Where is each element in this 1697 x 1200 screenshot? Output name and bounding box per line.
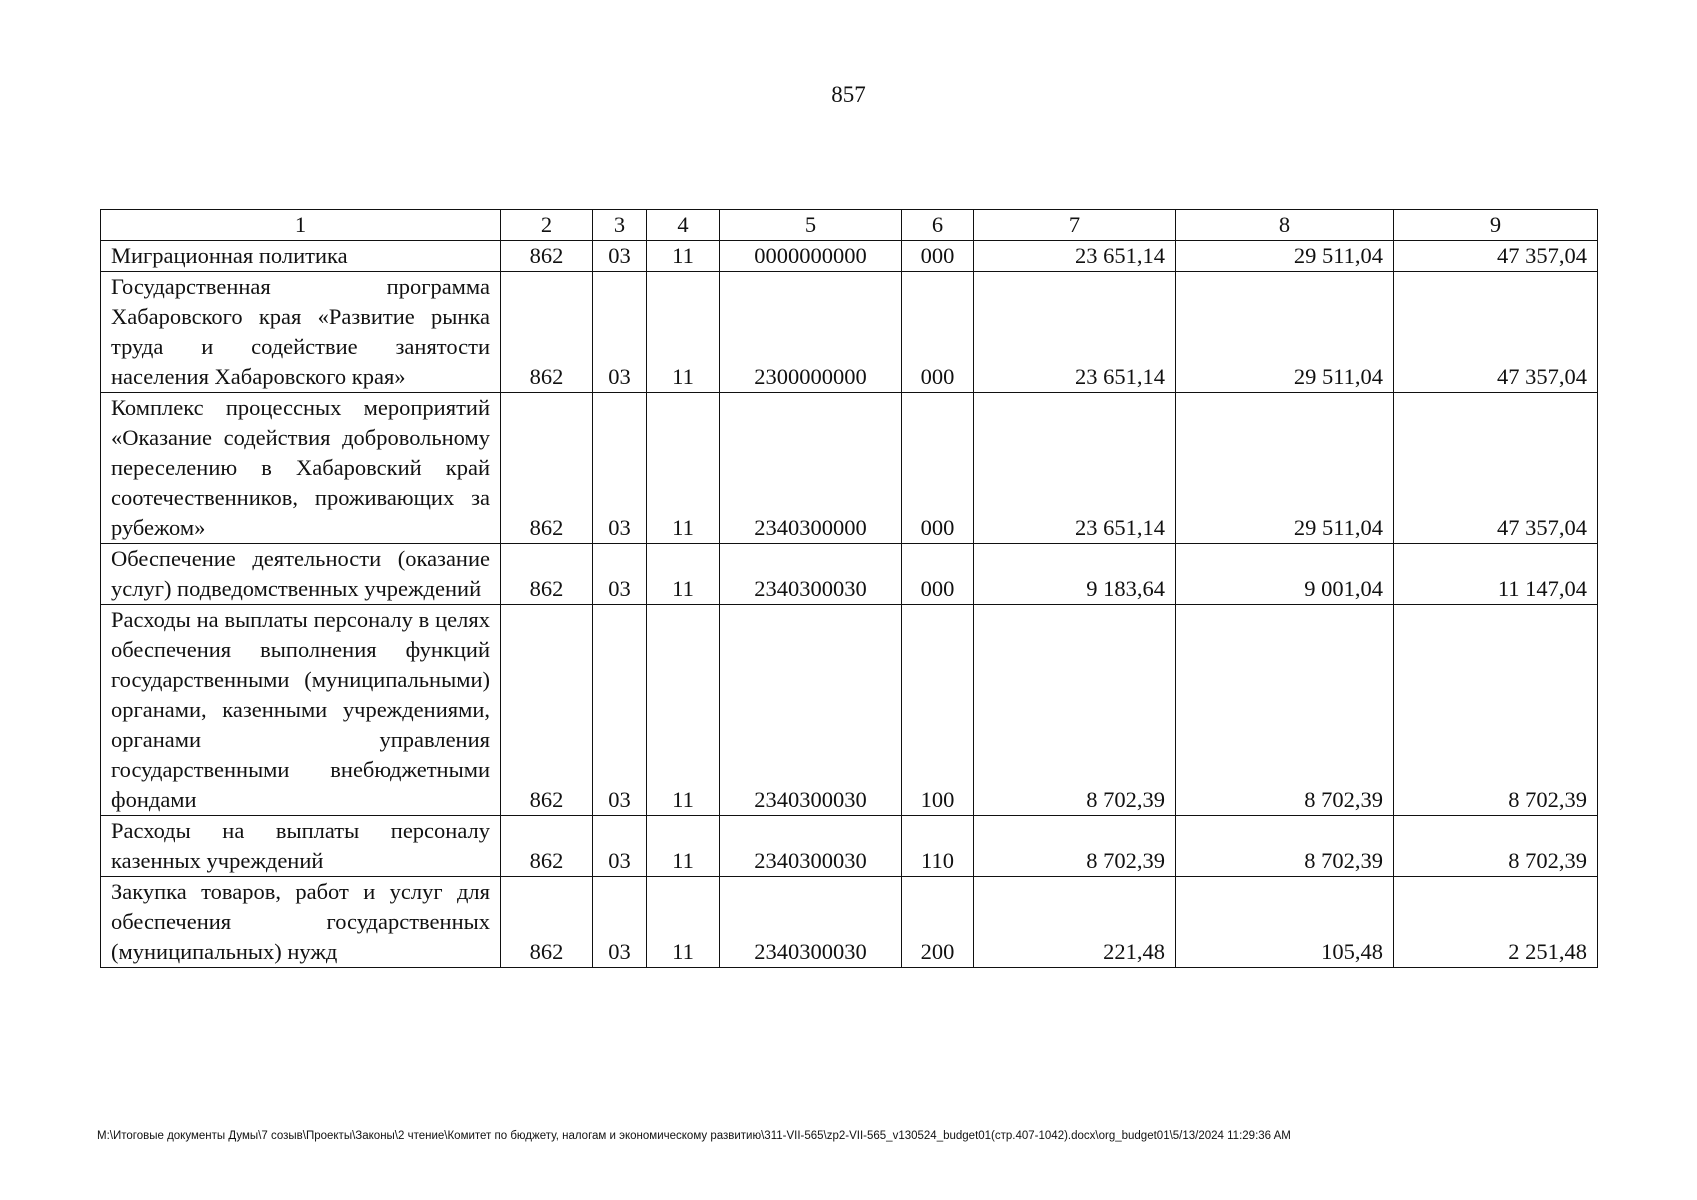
column-header: 9 (1394, 210, 1598, 241)
amount-cell-9: 47 357,04 (1394, 241, 1598, 272)
amount-cell-7: 23 651,14 (974, 272, 1176, 393)
subsection-cell: 11 (647, 241, 720, 272)
amount-cell-7: 8 702,39 (974, 816, 1176, 877)
amount-cell-8: 29 511,04 (1176, 272, 1394, 393)
target-article-cell: 2300000000 (720, 272, 902, 393)
row-name-cell: Закупка товаров, работ и услуг для обеспечения государственных (муниципальных) нужд (101, 877, 501, 968)
section-cell: 03 (593, 605, 647, 816)
grbs-cell: 862 (501, 393, 593, 544)
amount-cell-9: 2 251,48 (1394, 877, 1598, 968)
subsection-cell: 11 (647, 877, 720, 968)
amount-cell-9: 11 147,04 (1394, 544, 1598, 605)
expense-type-cell: 110 (902, 816, 974, 877)
target-article-cell: 2340300030 (720, 605, 902, 816)
subsection-cell: 11 (647, 393, 720, 544)
column-header: 8 (1176, 210, 1394, 241)
row-name-cell: Расходы на выплаты персоналу казенных учреждений (101, 816, 501, 877)
table-row (101, 816, 1598, 877)
column-header: 6 (902, 210, 974, 241)
target-article-cell: 2340300030 (720, 544, 902, 605)
table-row (101, 877, 1598, 968)
expense-type-cell: 000 (902, 544, 974, 605)
row-name-cell: Расходы на выплаты персоналу в целях обеспечения выполнения функций государственными (муниципальными) органами, казенными учреждениями, органами управления государственными внебюджетными фондами (101, 605, 501, 816)
table-row (101, 393, 1598, 544)
table-row (101, 544, 1598, 605)
target-article-cell: 2340300030 (720, 877, 902, 968)
target-article-cell: 2340300000 (720, 393, 902, 544)
amount-cell-8: 8 702,39 (1176, 816, 1394, 877)
table-row (101, 605, 1598, 816)
amount-cell-9: 8 702,39 (1394, 605, 1598, 816)
column-header: 7 (974, 210, 1176, 241)
subsection-cell: 11 (647, 272, 720, 393)
column-header: 2 (501, 210, 593, 241)
table-row (101, 241, 1598, 272)
section-cell: 03 (593, 544, 647, 605)
amount-cell-8: 105,48 (1176, 877, 1394, 968)
grbs-cell: 862 (501, 877, 593, 968)
column-header: 5 (720, 210, 902, 241)
grbs-cell: 862 (501, 544, 593, 605)
amount-cell-8: 9 001,04 (1176, 544, 1394, 605)
section-cell: 03 (593, 393, 647, 544)
expense-type-cell: 000 (902, 241, 974, 272)
grbs-cell: 862 (501, 272, 593, 393)
row-name-cell: Миграционная политика (101, 241, 501, 272)
amount-cell-9: 8 702,39 (1394, 816, 1598, 877)
amount-cell-7: 9 183,64 (974, 544, 1176, 605)
row-name-cell: Государственная программа Хабаровского края «Развитие рынка труда и содействие занятости населения Хабаровского края» (101, 272, 501, 393)
page-number: 857 (831, 82, 866, 107)
amount-cell-8: 29 511,04 (1176, 241, 1394, 272)
section-cell: 03 (593, 272, 647, 393)
expense-type-cell: 000 (902, 272, 974, 393)
subsection-cell: 11 (647, 816, 720, 877)
amount-cell-8: 29 511,04 (1176, 393, 1394, 544)
row-name-cell: Обеспечение деятельности (оказание услуг) подведомственных учреждений (101, 544, 501, 605)
amount-cell-7: 8 702,39 (974, 605, 1176, 816)
grbs-cell: 862 (501, 605, 593, 816)
section-cell: 03 (593, 816, 647, 877)
table-header-row (101, 210, 1598, 241)
amount-cell-7: 23 651,14 (974, 393, 1176, 544)
section-cell: 03 (593, 877, 647, 968)
amount-cell-7: 221,48 (974, 877, 1176, 968)
table-row (101, 272, 1598, 393)
amount-cell-9: 47 357,04 (1394, 393, 1598, 544)
target-article-cell: 0000000000 (720, 241, 902, 272)
amount-cell-7: 23 651,14 (974, 241, 1176, 272)
section-cell: 03 (593, 241, 647, 272)
expense-type-cell: 200 (902, 877, 974, 968)
subsection-cell: 11 (647, 605, 720, 816)
document-path-footer: M:\Итоговые документы Думы\7 созыв\Проекты\Законы\2 чтение\Комитет по бюджету, налогам и экономическому развитию\311-VII-565\zp2-VII-565_v130524_budget01(стр.407-1042).docx\org_budget01\5/13/2024 11:29:36 AM (97, 1130, 1291, 1142)
grbs-cell: 862 (501, 241, 593, 272)
subsection-cell: 11 (647, 544, 720, 605)
amount-cell-8: 8 702,39 (1176, 605, 1394, 816)
amount-cell-9: 47 357,04 (1394, 272, 1598, 393)
expense-type-cell: 000 (902, 393, 974, 544)
column-header: 3 (593, 210, 647, 241)
column-header: 4 (647, 210, 720, 241)
grbs-cell: 862 (501, 816, 593, 877)
column-header: 1 (101, 210, 501, 241)
row-name-cell: Комплекс процессных мероприятий «Оказание содействия добровольному переселению в Хабаровский край соотечественников, проживающих за рубежом» (101, 393, 501, 544)
expense-type-cell: 100 (902, 605, 974, 816)
budget-table (100, 209, 1598, 968)
target-article-cell: 2340300030 (720, 816, 902, 877)
